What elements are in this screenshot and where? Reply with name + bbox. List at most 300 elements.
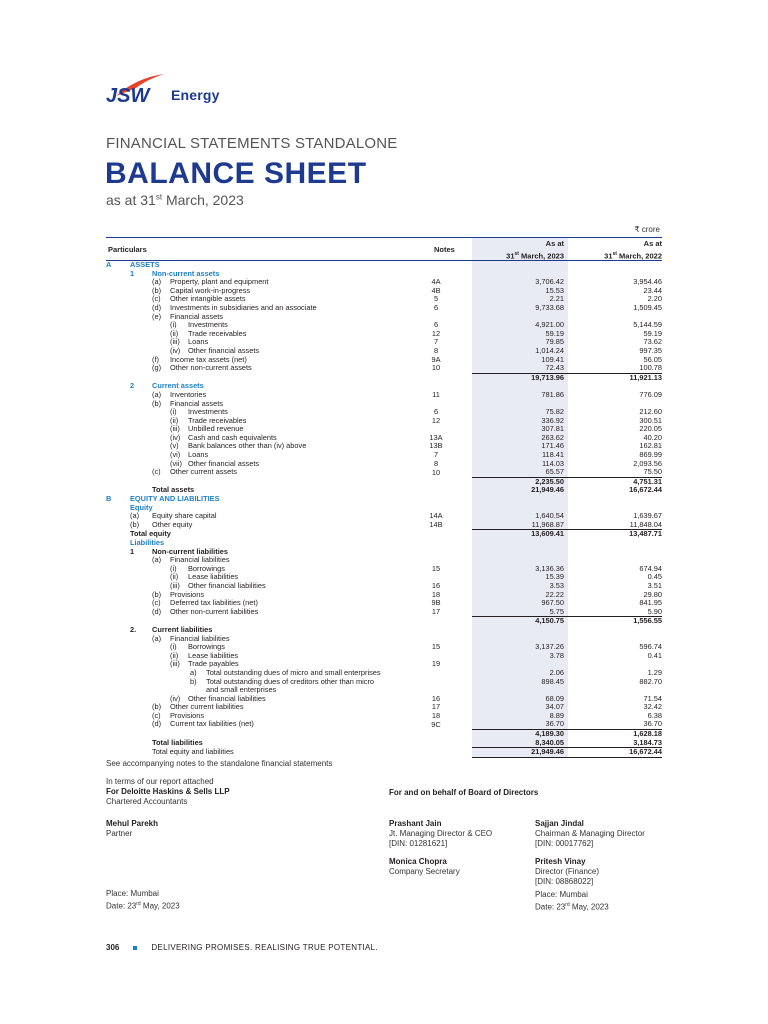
row-note: 4A	[431, 278, 441, 287]
row-label-part: (a)	[130, 512, 140, 521]
row-label-part: Total equity	[130, 529, 171, 538]
row-value-2023: 114.03	[541, 459, 564, 468]
row-value-2022: 13,487.71	[568, 530, 662, 539]
row-value-2023: 171.46	[541, 442, 564, 451]
row-value-2023	[472, 495, 568, 504]
row-note: 8	[433, 346, 439, 355]
row-value-2023: 68.09	[545, 694, 564, 703]
row-particulars	[106, 530, 422, 539]
row-label-part: (b)	[130, 520, 140, 529]
row-note	[422, 669, 450, 678]
row-label-part: (iv)	[170, 433, 181, 442]
table-row	[106, 669, 662, 678]
row-particulars	[106, 617, 422, 626]
row-note	[422, 556, 450, 565]
row-particulars	[106, 287, 422, 296]
row-value-2023	[472, 626, 568, 635]
row-particulars	[106, 599, 422, 608]
row-label-part: (g)	[152, 364, 162, 373]
row-note	[422, 686, 450, 695]
row-value-2022: 3.51	[647, 581, 662, 590]
row-value-2023	[472, 556, 568, 565]
row-note: 17	[431, 607, 441, 616]
row-value-2023: 307.81	[541, 425, 564, 434]
row-label-part: Unbilled revenue	[188, 425, 244, 434]
row-label-part: Other non-current assets	[170, 364, 252, 373]
row-label-part: (c)	[152, 711, 161, 720]
row-particulars	[106, 591, 422, 600]
row-value-2022: 776.09	[639, 390, 662, 399]
row-particulars	[106, 495, 422, 504]
row-value-2022	[568, 382, 662, 391]
row-value-2022: 997.35	[639, 346, 662, 355]
row-label-part: Total outstanding dues of micro and small enterprises	[206, 668, 381, 677]
row-note: 9C	[431, 720, 441, 729]
row-label-part: Other equity	[152, 520, 193, 529]
row-label-part: Trade receivables	[188, 329, 247, 338]
table-row	[106, 599, 662, 608]
row-label-part: Provisions	[170, 590, 205, 599]
row-value-2023	[472, 313, 568, 322]
row-label-part: Non-current assets	[152, 269, 220, 278]
row-value-2023	[472, 261, 568, 270]
row-label-part: (b)	[152, 286, 162, 295]
row-particulars	[106, 548, 422, 557]
row-label-part: Provisions	[170, 711, 205, 720]
row-particulars	[106, 442, 422, 451]
row-particulars	[106, 261, 422, 270]
row-value-2023: 118.41	[541, 451, 564, 460]
row-particulars	[106, 748, 422, 758]
row-note: 10	[431, 364, 441, 373]
row-label-part: (a)	[152, 278, 162, 287]
row-value-2022	[568, 686, 662, 695]
row-label-part: Current liabilities	[152, 625, 213, 634]
table-row	[106, 295, 662, 304]
row-label-part: Financial liabilities	[170, 634, 230, 643]
row-label-part: (iii)	[170, 338, 180, 347]
row-value-2022: 596.74	[639, 643, 662, 652]
page-subtitle: as at 31st March, 2023	[106, 192, 244, 208]
balance-sheet-table	[106, 261, 662, 758]
row-label-part: Inventories	[170, 390, 207, 399]
row-value-2022: 59.19	[643, 329, 662, 338]
page-title: BALANCE SHEET	[105, 157, 367, 190]
row-note: 18	[431, 590, 441, 599]
row-value-2023: 72.43	[545, 364, 564, 373]
row-label-part: Total outstanding dues of creditors other than micro	[206, 677, 375, 686]
row-value-2023	[472, 686, 568, 695]
table-row	[106, 617, 662, 626]
table-row	[106, 451, 662, 460]
row-label-part: (b)	[152, 703, 162, 712]
row-note: 19	[431, 660, 441, 669]
row-particulars	[106, 486, 422, 495]
row-note: 13A	[429, 433, 443, 442]
row-label-part: (iii)	[170, 581, 180, 590]
row-value-2023: 21,949.46	[472, 748, 568, 758]
row-value-2023: 2.21	[549, 295, 564, 304]
row-value-2022	[568, 556, 662, 565]
row-value-2022: 75.50	[643, 468, 662, 477]
row-value-2022: 100.78	[639, 364, 662, 373]
row-note: 6	[433, 303, 439, 312]
row-value-2023: 336.92	[541, 416, 564, 425]
row-note	[422, 617, 450, 626]
row-label-part: (iii)	[170, 425, 180, 434]
row-note: 14B	[429, 520, 443, 530]
row-value-2023: 2,235.50	[472, 477, 568, 486]
row-value-2023: 65.57	[545, 468, 564, 477]
row-value-2023	[472, 635, 568, 644]
row-note: 6	[433, 408, 439, 417]
row-label-part: (c)	[152, 599, 161, 608]
row-note	[422, 626, 450, 635]
auditor-partner: Mehul Parekh Partner	[106, 819, 159, 838]
row-particulars	[106, 408, 422, 417]
row-label-part: Other non-current liabilities	[170, 607, 259, 616]
table-row	[106, 400, 662, 409]
row-value-2023: 75.82	[545, 408, 564, 417]
signatory-pritesh-vinay: Pritesh Vinay Director (Finance) [DIN: 08868022]	[535, 857, 600, 886]
row-particulars	[106, 556, 422, 565]
row-label-part: (iii)	[170, 660, 180, 669]
row-value-2023	[472, 504, 568, 513]
table-row	[106, 703, 662, 712]
table-row	[106, 686, 662, 695]
row-value-2022: 73.62	[643, 338, 662, 347]
row-label-part: Equity	[130, 503, 153, 512]
footnote: See accompanying notes to the standalone financial statements	[106, 759, 333, 768]
row-label-part: (v)	[170, 442, 179, 451]
col-notes: Notes	[434, 245, 455, 254]
row-label-part: Cash and cash equivalents	[188, 433, 277, 442]
row-note	[422, 382, 450, 391]
row-label-part: Total assets	[152, 486, 195, 495]
row-value-2022: 11,848.04	[629, 520, 662, 529]
page-number: 306	[106, 943, 120, 952]
row-particulars	[106, 382, 422, 391]
row-label-part: ASSETS	[130, 261, 160, 269]
row-particulars	[106, 400, 422, 409]
row-label-part: Other financial assets	[188, 459, 260, 468]
row-value-2022	[568, 635, 662, 644]
row-value-2022	[568, 313, 662, 322]
row-label-part: a)	[190, 668, 197, 677]
table-row	[106, 495, 662, 504]
row-label-part: Liabilities	[130, 539, 165, 547]
row-value-2022: 1,628.18	[568, 730, 662, 739]
row-note	[422, 425, 450, 434]
row-value-2023: 2.06	[549, 668, 564, 677]
row-label-part: Total equity and liabilities	[152, 747, 234, 756]
row-value-2022: 220.05	[639, 425, 662, 434]
row-note: 7	[433, 451, 439, 460]
row-label-part: (d)	[152, 607, 162, 616]
row-label-part: (i)	[170, 321, 177, 330]
row-particulars	[106, 660, 422, 669]
row-value-2023: 79.85	[545, 338, 564, 347]
row-note	[422, 530, 450, 539]
row-value-2023	[472, 400, 568, 409]
table-row	[106, 695, 662, 704]
row-particulars	[106, 460, 422, 469]
row-value-2023: 5.75	[549, 607, 564, 616]
row-particulars	[106, 712, 422, 721]
row-label-part: (i)	[170, 643, 177, 652]
row-value-2022: 40.20	[643, 433, 662, 442]
row-value-2023: 3.78	[549, 651, 564, 660]
row-label-part: Other financial assets	[188, 346, 260, 355]
row-label-part: Bank balances other than (iv) above	[188, 442, 307, 451]
row-value-2023: 1,640.54	[535, 512, 564, 521]
row-value-2022: 23.44	[643, 286, 662, 295]
table-row	[106, 270, 662, 279]
row-particulars	[106, 468, 422, 477]
row-note	[422, 313, 450, 322]
table-row	[106, 468, 662, 477]
row-value-2022: 2,093.56	[633, 459, 662, 468]
row-note: 14A	[429, 512, 443, 521]
row-label-part: Lease liabilities	[188, 573, 239, 582]
row-value-2022: 841.95	[639, 599, 662, 608]
brand-name: Energy	[171, 87, 220, 103]
row-particulars	[106, 304, 422, 313]
board-heading: For and on behalf of Board of Directors	[389, 788, 539, 797]
row-value-2023: 8,340.05	[535, 738, 564, 747]
row-label-part: (ii)	[170, 573, 179, 582]
table-row	[106, 287, 662, 296]
row-label-part: Investments in subsidiaries and an associate	[170, 303, 317, 312]
currency-unit: ₹ crore	[634, 225, 660, 234]
auditor-place-date: Place: Mumbai Date: 23rd May, 2023	[106, 889, 180, 911]
table-row	[106, 434, 662, 443]
row-label-part: Equity share capital	[152, 512, 217, 521]
row-label-part: (a)	[152, 556, 162, 565]
row-note: 12	[431, 329, 441, 338]
row-label-part: Trade receivables	[188, 416, 247, 425]
row-value-2023: 8.89	[549, 711, 564, 720]
row-label-part: (ii)	[170, 416, 179, 425]
row-value-2022: 3,954.46	[633, 278, 662, 287]
signatory-monica-chopra: Monica Chopra Company Secretary	[389, 857, 460, 876]
row-note	[422, 573, 450, 582]
row-note: 7	[433, 338, 439, 347]
row-label-part: 2	[130, 382, 135, 391]
row-label-part: 2.	[130, 625, 137, 634]
row-value-2023: 1,014.24	[535, 346, 564, 355]
row-label-part: Trade payables	[188, 660, 239, 669]
row-label-part: Other financial liabilities	[188, 694, 266, 703]
row-value-2022: 71.54	[643, 694, 662, 703]
board-place-date: Place: Mumbai Date: 23rd May, 2023	[535, 890, 609, 912]
row-particulars	[106, 270, 422, 279]
row-particulars	[106, 330, 422, 339]
row-particulars	[106, 477, 422, 486]
row-note: 8	[433, 459, 439, 468]
row-note	[422, 678, 450, 687]
row-label-part: B	[106, 495, 112, 504]
row-label-part: Non-current liabilities	[152, 547, 228, 556]
row-value-2022	[568, 660, 662, 669]
row-particulars	[106, 582, 422, 591]
row-particulars	[106, 373, 422, 382]
row-value-2022: 36.70	[643, 720, 662, 729]
row-value-2022: 1.29	[647, 668, 662, 677]
row-label-part: (b)	[152, 399, 162, 408]
table-row	[106, 660, 662, 669]
logo-wordmark: JSW	[106, 85, 150, 107]
table-row	[106, 608, 662, 617]
row-value-2023: 781.86	[541, 390, 564, 399]
row-particulars	[106, 391, 422, 400]
row-value-2022	[568, 539, 662, 548]
row-value-2022: 1,639.67	[633, 512, 662, 521]
row-particulars	[106, 512, 422, 521]
row-value-2023: 4,921.00	[535, 321, 564, 330]
table-row	[106, 408, 662, 417]
row-particulars	[106, 451, 422, 460]
row-particulars	[106, 321, 422, 330]
table-row	[106, 582, 662, 591]
row-label-part: (iv)	[170, 694, 181, 703]
row-note: 15	[431, 564, 441, 573]
row-note: 17	[431, 703, 441, 712]
row-value-2022: 32.42	[643, 703, 662, 712]
row-label-part: (vi)	[170, 451, 181, 460]
row-note	[422, 739, 450, 748]
row-label-part: 1	[130, 269, 135, 278]
row-value-2022: 4,751.31	[568, 477, 662, 486]
row-particulars	[106, 417, 422, 426]
row-note: 9A	[431, 355, 441, 364]
row-value-2023: 3,136.36	[535, 564, 564, 573]
table-row	[106, 712, 662, 721]
row-label-part: Investments	[188, 408, 228, 417]
row-value-2023: 3,137.26	[535, 643, 564, 652]
row-particulars	[106, 669, 422, 678]
table-row	[106, 321, 662, 330]
row-value-2022	[568, 504, 662, 513]
row-value-2022: 882.70	[639, 677, 662, 686]
row-label-part: Financial assets	[170, 312, 223, 321]
row-label-part: Loans	[188, 338, 209, 347]
row-value-2023: 36.70	[545, 720, 564, 729]
row-label-part: Other current assets	[170, 468, 237, 477]
row-particulars	[106, 686, 422, 695]
row-value-2023	[472, 270, 568, 279]
row-note: 9B	[431, 599, 441, 608]
row-label-part: Other financial liabilities	[188, 581, 266, 590]
row-label-part: Total liabilities	[152, 738, 203, 747]
row-label-part: b)	[190, 677, 197, 686]
row-label-part: Investments	[188, 321, 228, 330]
table-row	[106, 548, 662, 557]
table-row	[106, 720, 662, 729]
row-label-part: A	[106, 261, 112, 269]
row-value-2022: 674.94	[639, 564, 662, 573]
row-particulars	[106, 521, 422, 530]
table-row	[106, 748, 662, 758]
row-note: 16	[431, 694, 441, 703]
row-particulars	[106, 573, 422, 582]
row-value-2023: 59.19	[545, 329, 564, 338]
row-value-2023: 21,949.46	[531, 486, 564, 495]
bullet-square-icon	[133, 946, 137, 950]
table-row	[106, 442, 662, 451]
row-value-2022: 16,672.44	[568, 748, 662, 758]
row-label-part: Lease liabilities	[188, 651, 239, 660]
table-row	[106, 382, 662, 391]
row-particulars	[106, 703, 422, 712]
row-label-part: Current tax liabilities (net)	[170, 720, 254, 729]
row-value-2023: 22.22	[545, 590, 564, 599]
row-label-part: (a)	[152, 634, 162, 643]
table-row	[106, 373, 662, 382]
row-note	[422, 400, 450, 409]
table-row	[106, 261, 662, 270]
table-row	[106, 460, 662, 469]
row-particulars	[106, 730, 422, 739]
row-label-part: (iv)	[170, 346, 181, 355]
row-value-2022: 11,921.13	[568, 373, 662, 382]
row-label-part: (ii)	[170, 329, 179, 338]
row-label-part: (ii)	[170, 651, 179, 660]
row-note	[422, 477, 450, 486]
row-value-2023	[472, 382, 568, 391]
row-label-part: Loans	[188, 451, 209, 460]
row-note	[422, 548, 450, 557]
table-row	[106, 330, 662, 339]
row-value-2022: 5.90	[647, 607, 662, 616]
row-note: 4B	[431, 286, 441, 295]
row-note	[422, 652, 450, 661]
table-row	[106, 486, 662, 495]
row-value-2022: 56.05	[643, 355, 662, 364]
row-value-2023	[472, 539, 568, 548]
row-value-2022	[568, 548, 662, 557]
row-note: 11	[432, 390, 440, 399]
row-label-part: Borrowings	[188, 643, 225, 652]
row-label-part: Current assets	[152, 382, 204, 391]
row-note	[422, 748, 450, 758]
row-label-part: (f)	[152, 355, 159, 364]
row-label-part: (i)	[170, 564, 177, 573]
row-label-part: Property, plant and equipment	[170, 278, 269, 287]
row-label-part: (d)	[152, 720, 162, 729]
row-particulars	[106, 565, 422, 574]
row-value-2023: 34.07	[545, 703, 564, 712]
row-label-part: EQUITY AND LIABILITIES	[130, 495, 220, 504]
row-note: 16	[431, 581, 441, 590]
table-row	[106, 678, 662, 687]
row-note	[422, 504, 450, 513]
row-label-part: Financial assets	[170, 399, 223, 408]
row-value-2023: 11,968.87	[531, 520, 564, 529]
table-row	[106, 512, 662, 521]
table-row	[106, 530, 662, 539]
row-value-2023: 13,609.41	[472, 530, 568, 539]
row-particulars	[106, 652, 422, 661]
row-note: 18	[431, 711, 441, 720]
row-label-part: (b)	[152, 590, 162, 599]
table-row	[106, 626, 662, 635]
row-label-part: (vii)	[170, 459, 182, 468]
table-row	[106, 504, 662, 513]
table-row	[106, 278, 662, 287]
row-note	[422, 495, 450, 504]
col-2023: As at 31st March, 2023	[506, 239, 564, 261]
